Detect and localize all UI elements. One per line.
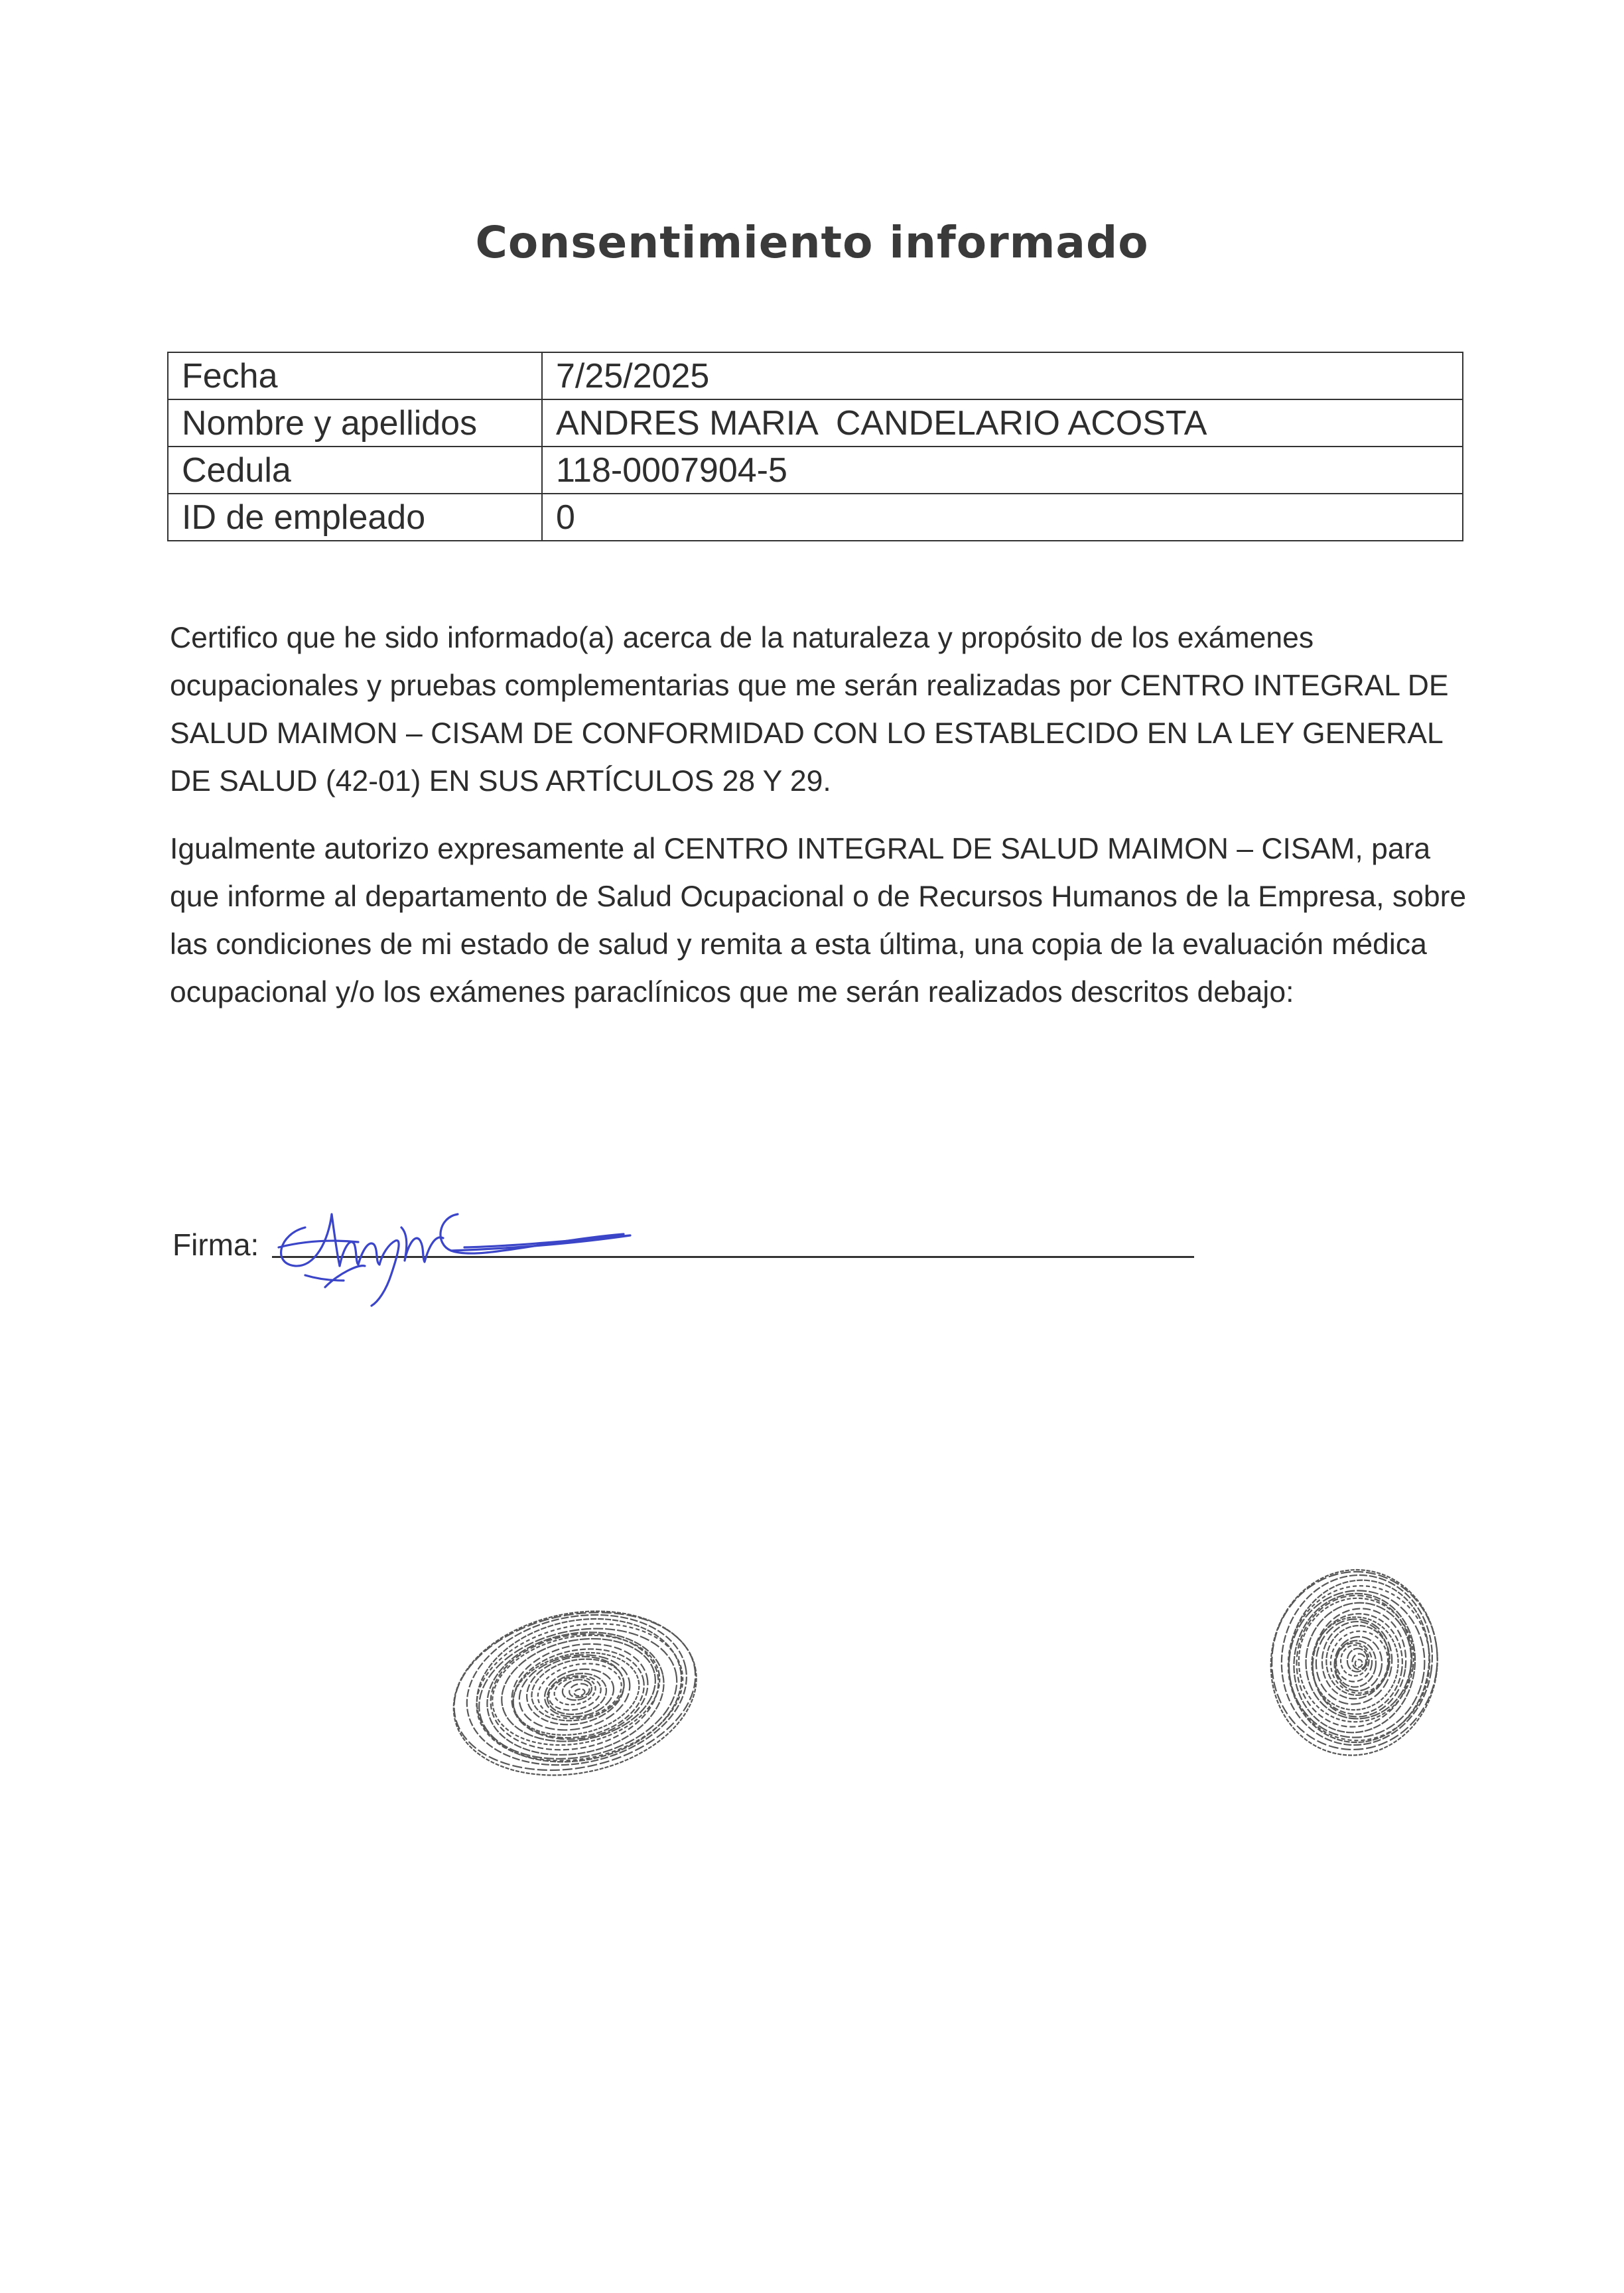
handwritten-signature <box>265 1188 637 1307</box>
fingerprint-left <box>444 1602 703 1781</box>
fingerprint-right <box>1264 1563 1450 1762</box>
info-table <box>167 352 1463 541</box>
row-value-id-empleado: 0 <box>542 494 1463 541</box>
document-title: Consentimiento informado <box>475 217 1149 269</box>
table-row <box>168 352 1463 399</box>
row-label-nombre: Nombre y apellidos <box>168 399 542 447</box>
fingerprint-ridge <box>568 1682 590 1699</box>
row-value-cedula: 118-0007904-5 <box>542 447 1463 494</box>
table-row <box>168 494 1463 541</box>
row-value-fecha: 7/25/2025 <box>542 352 1463 399</box>
table-row <box>168 447 1463 494</box>
row-value-nombre: ANDRES MARIA CANDELARIO ACOSTA <box>542 399 1463 447</box>
signature-label: Firma: <box>172 1227 259 1262</box>
fingerprint-ridge <box>1355 1659 1363 1668</box>
consent-paragraph-2: Igualmente autorizo expresamente al CENTRO INTEGRAL DE SALUD MAIMON – CISAM, para que informe al departamento de Salud Ocupacional o de Recursos Humanos de la Empresa, sobre las condiciones de mi estado de salud y remita a esta última, una copia de la evaluación médica ocupacional y/o los exámenes paraclínicos que me serán realizados descritos debajo: <box>170 833 1467 1008</box>
row-label-fecha: Fecha <box>168 352 542 399</box>
fingerprint-ridge <box>574 1688 586 1697</box>
consent-paragraph-1: Certifico que he sido informado(a) acerca de la naturaleza y propósito de los exámenes ocupacionales y pruebas complementarias que me serán realizadas por CENTRO INTEGRAL DE SALUD MAIMON – CISAM DE CONFORMIDAD CON LO ESTABLECIDO EN LA LEY GENERAL DE SALUD (42-01) EN SUS ARTÍCULOS 28 Y 29. <box>170 622 1449 798</box>
row-label-cedula: Cedula <box>168 447 542 494</box>
row-label-id-empleado: ID de empleado <box>168 494 542 541</box>
table-row <box>168 399 1463 447</box>
